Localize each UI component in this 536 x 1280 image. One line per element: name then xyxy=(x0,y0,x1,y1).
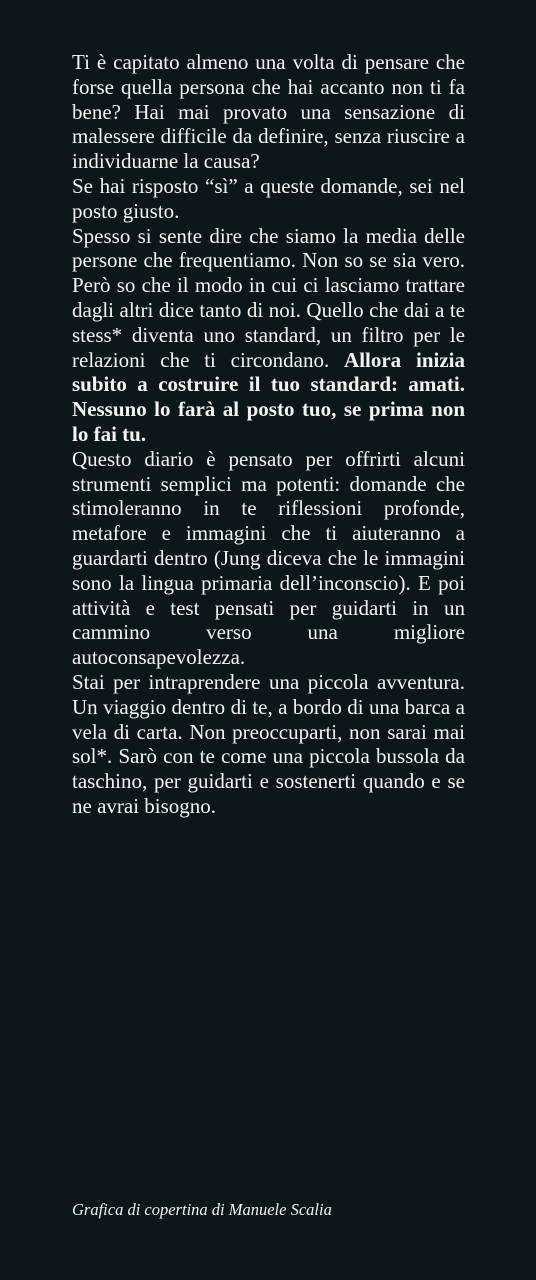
cover-credit: Grafica di copertina di Manuele Scalia xyxy=(72,1200,332,1219)
back-cover-text xyxy=(72,50,465,819)
paragraph-2: Se hai risposto “sì” a queste domande, sei nel posto giusto. xyxy=(72,173,465,223)
paragraph-5: Stai per intraprendere una piccola avventura. Un viaggio dentro di te, a bordo di una barca a vela di carta. Non preoccuparti, non sarai mai sol*. Sarò con te come una piccola bussola da taschino, per guidarti e sostenerti quando e se ne avrai bisogno. xyxy=(72,669,465,818)
paragraph-1: Ti è capitato almeno una volta di pensare che forse quella persona che hai accanto non ti fa bene? Hai mai provato una sensazione di malessere difficile da definire, senza riuscire a individuarne la causa? xyxy=(72,50,465,174)
paragraph-3-regular: Spesso si sente dire che siamo la media delle persone che frequentiamo. Non so se sia vero. Però so che il modo in cui ci lasciamo trattare dagli altri dice tanto di noi. Quello che dai a te stess* diventa uno standard, un filtro per le relazioni che ti circondano. xyxy=(72,223,465,372)
paragraph-3 xyxy=(72,224,465,447)
paragraph-4: Questo diario è pensato per offrirti alcuni strumenti semplici ma potenti: domande che stimoleranno in te riflessioni profonde, metafore e immagini che ti aiuteranno a guardarti dentro (Jung diceva che le immagini sono la lingua primaria dell’inconscio). E poi attività e test pensati per guidarti in un cammino verso una migliore autoconsapevolezza. xyxy=(72,446,465,670)
paragraph-3-bold: Allora inizia subito a costruire il tuo standard: amati. Nessuno lo farà al posto tuo, se prima non lo fai tu. xyxy=(72,347,465,446)
